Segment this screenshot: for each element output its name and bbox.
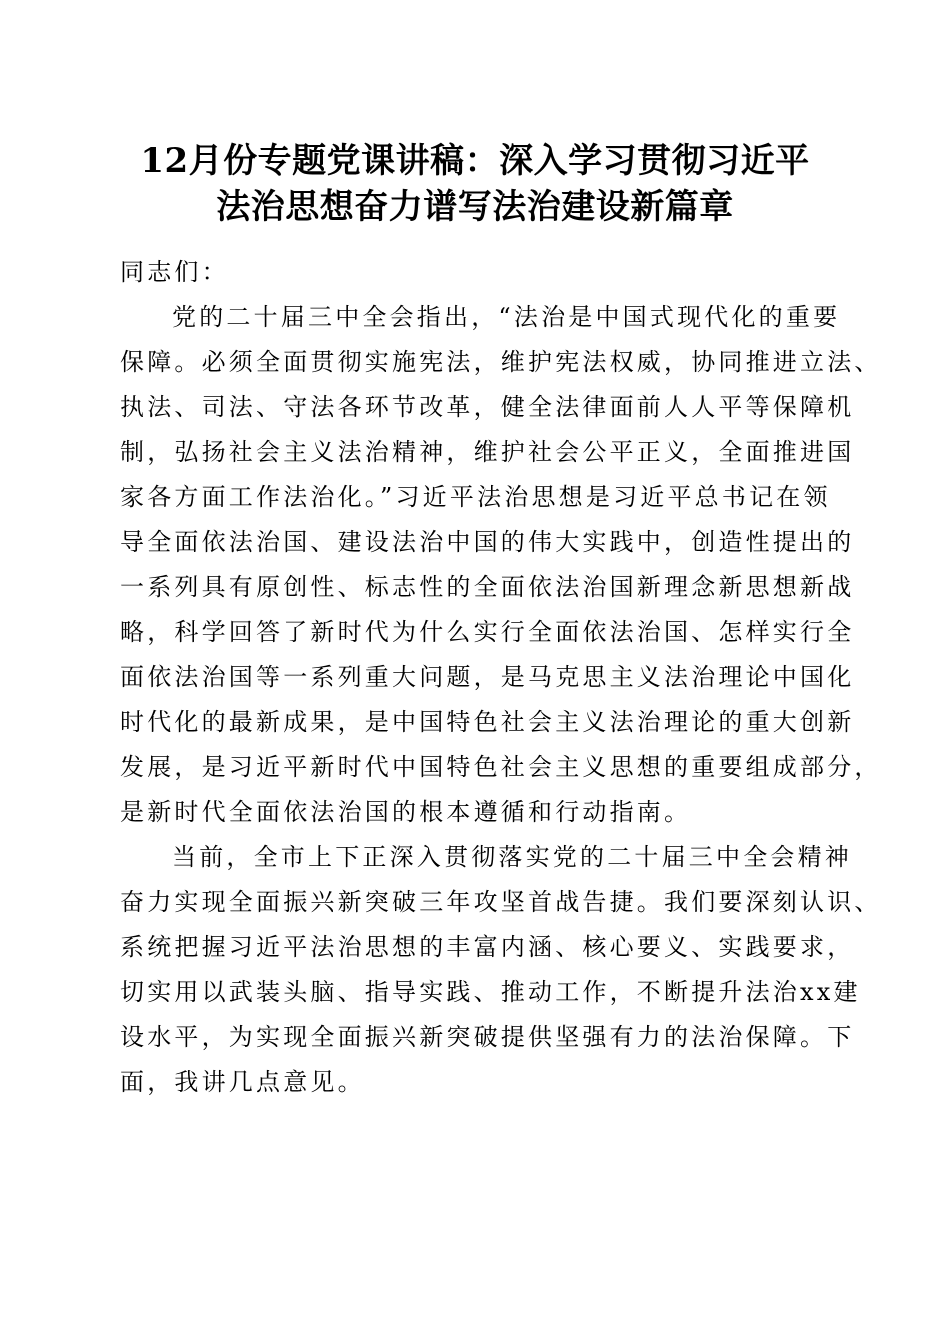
paragraph-line: 时代化的最新成果，是中国特色社会主义法治理论的重大创新 [120,708,855,736]
paragraph-line: 执法、司法、守法各环节改革，健全法律面前人人平等保障机 [120,393,855,421]
document-body [120,250,882,1105]
paragraph-line: 系统把握习近平法治思想的丰富内涵、核心要义、实践要求， [120,933,855,961]
paragraph-line: 党的二十届三中全会指出，“法治是中国式现代化的重要 [172,303,841,331]
paragraph-line: 当前，全市上下正深入贯彻落实党的二十届三中全会精神 [172,843,852,871]
paragraph-line: 家各方面工作法治化。”习近平法治思想是习近平总书记在领 [120,483,831,511]
salutation: 同志们： [120,258,229,286]
paragraph-line: 面依法治国等一系列重大问题，是马克思主义法治理论中国化 [120,663,855,691]
document-title [100,138,850,230]
paragraph-line: 发展，是习近平新时代中国特色社会主义思想的重要组成部分， [120,753,882,781]
paragraph-1 [120,295,882,835]
paragraph-line: 略，科学回答了新时代为什么实行全面依法治国、怎样实行全 [120,618,855,646]
paragraph-line: 设水平，为实现全面振兴新突破提供坚强有力的法治保障。下 [120,1023,855,1051]
title-line-2: 法治思想奋力谱写法治建设新篇章 [216,187,734,227]
paragraph-2 [120,835,882,1105]
title-line-1: 12月份专题党课讲稿：深入学习贯彻习近平 [140,141,810,181]
paragraph-line: 奋力实现全面振兴新突破三年攻坚首战告捷。我们要深刻认识、 [120,888,882,916]
paragraph-line: 保障。必须全面贯彻实施宪法，维护宪法权威，协同推进立法、 [120,348,882,376]
paragraph-line: 制，弘扬社会主义法治精神，维护社会公平正义，全面推进国 [120,438,855,466]
paragraph-line: 导全面依法治国、建设法治中国的伟大实践中，创造性提出的 [120,528,855,556]
paragraph-line: 面，我讲几点意见。 [120,1068,365,1096]
paragraph-line: 一系列具有原创性、标志性的全面依法治国新理念新思想新战 [120,573,855,601]
paragraph-line: 切实用以武装头脑、指导实践、推动工作，不断提升法治xx建 [120,978,861,1006]
paragraph-line: 是新时代全面依法治国的根本遵循和行动指南。 [120,798,692,826]
